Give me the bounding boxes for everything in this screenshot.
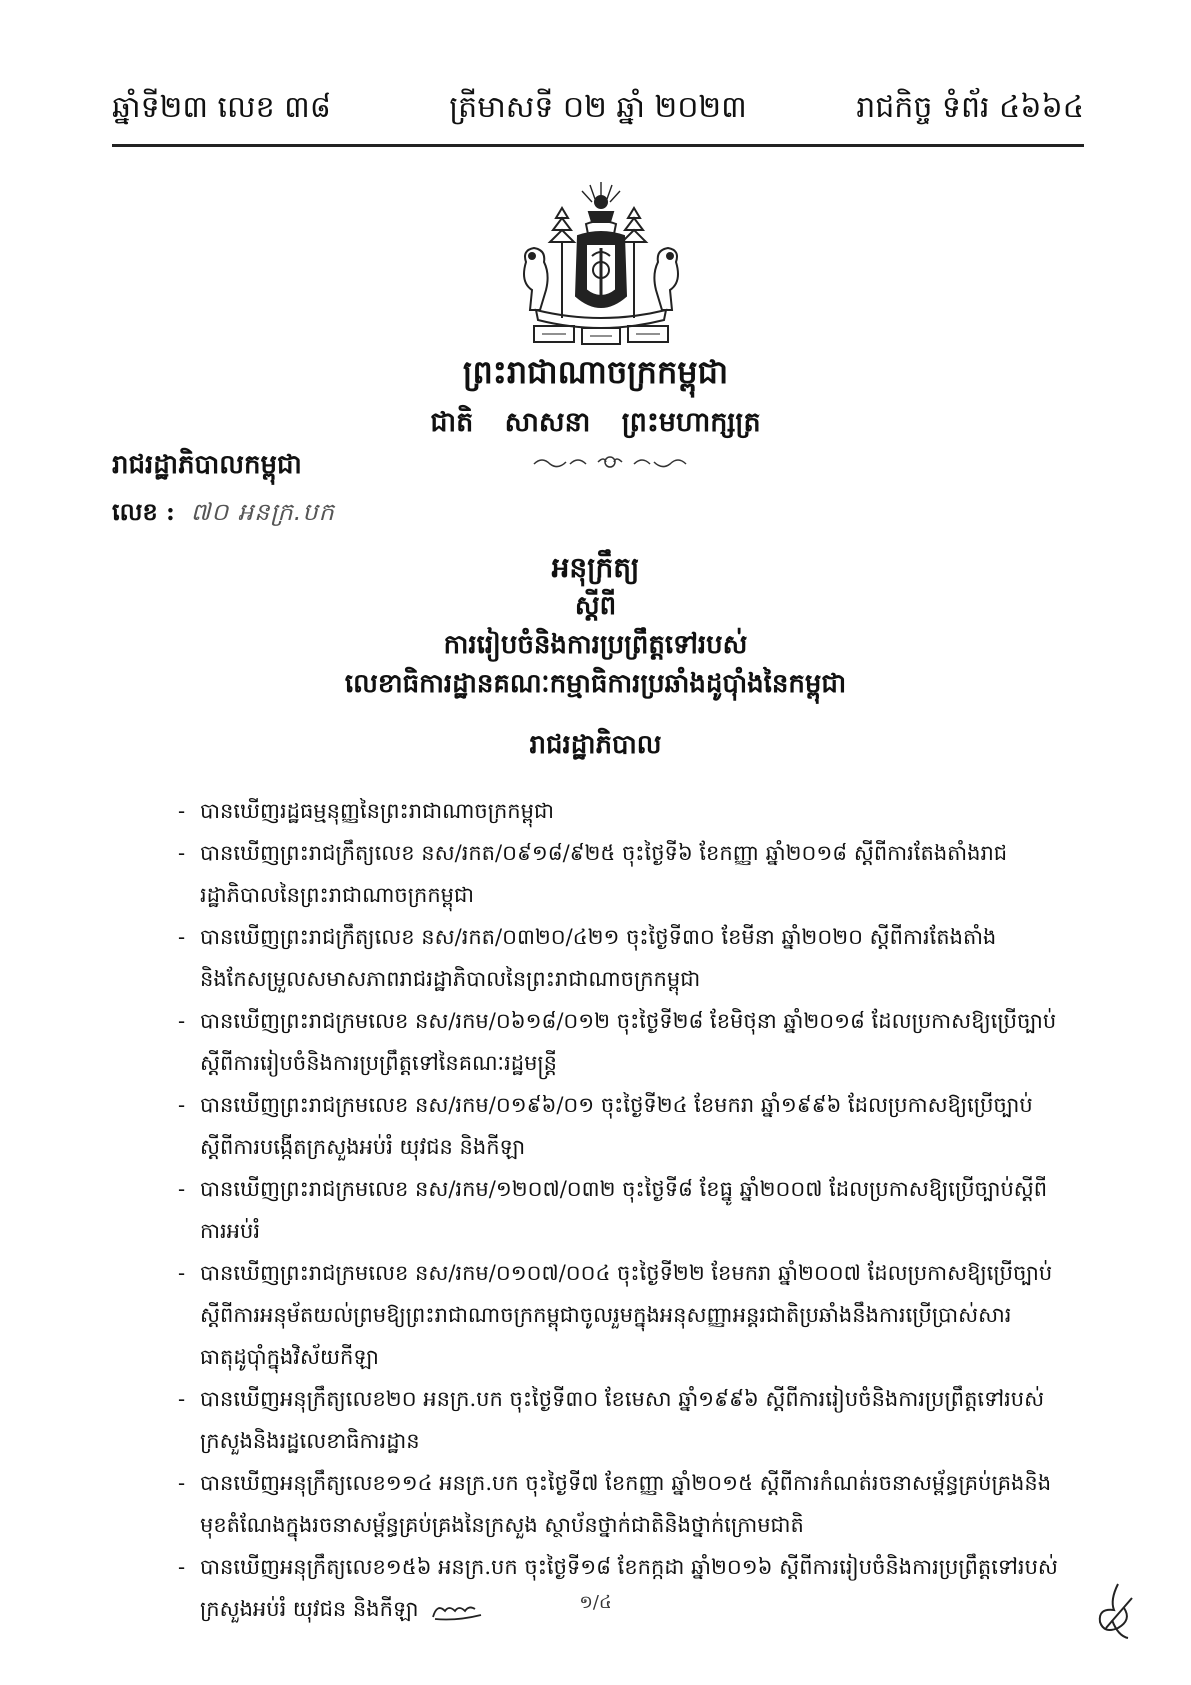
header-quarter: ត្រីមាសទី ០២ ឆ្នាំ ២០២៣ bbox=[449, 90, 747, 125]
list-item-text: បានឃើញព្រះរាជក្រឹត្យលេខ នស/រកត/០៣២០/៤២១ ចុះថ្ងៃទី៣០ ខែមីនា ឆ្នាំ២០២០ ស្តីពីការតែងតាំងនិងកែសម្រួលសមាសភាពរាជរដ្ឋាភិបាលនៃព្រះរាជាណាចក្រកម្ពុជា bbox=[200, 925, 997, 991]
list-dash: - bbox=[178, 1471, 186, 1495]
list-item bbox=[178, 1084, 1058, 1168]
page-number: ១/៤ bbox=[579, 1592, 612, 1613]
list-item-text-content: បានឃើញអនុក្រឹត្យលេខ១៥៦ អនក្រ.បក ចុះថ្ងៃទី១៨ ខែកក្កដា ឆ្នាំ២០១៦ ស្តីពីការរៀបចំនិងការប្រព្រឹត្តទៅរបស់ក្រសួងអប់រំ យុវជន និងកីឡា bbox=[200, 1555, 1058, 1621]
royal-arms-emblem bbox=[506, 178, 696, 350]
list-dash: - bbox=[178, 925, 186, 949]
title-subject-2: លេខាធិការដ្ឋានគណៈកម្មាធិការប្រឆាំងដូប៉ាំងនៃកម្ពុជា bbox=[344, 669, 847, 699]
document-number-value: ៧០ អនក្រ.បក bbox=[190, 498, 335, 526]
list-item-text: បានឃើញអនុក្រឹត្យលេខ២០ អនក្រ.បក ចុះថ្ងៃទី៣០ ខែមេសា ឆ្នាំ១៩៩៦ ស្តីពីការរៀបចំនិងការប្រព្រឹត្តទៅរបស់ក្រសួងនិងរដ្ឋលេខាធិការដ្ឋាន bbox=[200, 1387, 1045, 1453]
running-header bbox=[112, 78, 1084, 134]
list-item bbox=[178, 916, 1058, 1000]
list-item-text bbox=[200, 1546, 1058, 1630]
government-heading: រាជរដ្ឋាភិបាល bbox=[529, 730, 662, 760]
list-dash: - bbox=[178, 1177, 186, 1201]
list-dash: - bbox=[178, 1555, 186, 1579]
document-number bbox=[112, 497, 335, 532]
list-item-text: បានឃើញព្រះរាជក្រមលេខ នស/រកម/០១៩៦/០១ ចុះថ្ងៃទី២៤ ខែមករា ឆ្នាំ១៩៩៦ ដែលប្រកាសឱ្យប្រើច្បាប់ស្តីពីការបង្កើតក្រសួងអប់រំ យុវជន និងកីឡា bbox=[200, 1093, 1033, 1159]
header-issue-number: ឆ្នាំទី២៣ លេខ ៣៨ bbox=[112, 90, 332, 125]
list-dash: - bbox=[178, 1009, 186, 1033]
list-item bbox=[178, 790, 1058, 832]
corner-signature bbox=[1088, 1580, 1138, 1642]
title-on: ស្តីពី bbox=[574, 591, 617, 621]
motto-king: ព្រះមហាក្សត្រ bbox=[621, 407, 761, 438]
list-item-text: បានឃើញព្រះរាជក្រមលេខ នស/រកម/០៦១៨/០១២ ចុះថ្ងៃទី២៨ ខែមិថុនា ឆ្នាំ២០១៨ ដែលប្រកាសឱ្យប្រើច្បាប់ស្តីពីការរៀបចំនិងការប្រព្រឹត្តទៅនៃគណៈរដ្ឋមន្ត្រី bbox=[200, 1009, 1057, 1075]
header-rule bbox=[112, 144, 1084, 147]
list-dash: - bbox=[178, 1387, 186, 1411]
kingdom-name: ព្រះរាជាណាចក្រកម្ពុជា bbox=[462, 353, 729, 391]
list-item-text: បានឃើញអនុក្រឹត្យលេខ១១៤ អនក្រ.បក ចុះថ្ងៃទី៧ ខែកញ្ញា ឆ្នាំ២០១៥ ស្តីពីការកំណត់រចនាសម្ព័ន្ធគ្រប់គ្រងនិងមុខតំណែងក្នុងរចនាសម្ព័ន្ធគ្រប់គ្រងនៃក្រសួង ស្ថាប័នថ្នាក់ជាតិនិងថ្នាក់ក្រោមជាតិ bbox=[200, 1471, 1052, 1537]
title-type: អនុក្រឹត្យ bbox=[551, 551, 640, 584]
legal-references-list bbox=[178, 790, 1058, 1630]
national-motto bbox=[0, 406, 1191, 445]
list-dash: - bbox=[178, 799, 186, 823]
list-dash: - bbox=[178, 1093, 186, 1117]
list-item bbox=[178, 1546, 1058, 1630]
list-item bbox=[178, 1000, 1058, 1084]
list-dash: - bbox=[178, 1261, 186, 1285]
list-item-text: បានឃើញព្រះរាជក្រឹត្យលេខ នស/រកត/០៩១៨/៩២៥ ចុះថ្ងៃទី៦ ខែកញ្ញា ឆ្នាំ២០១៨ ស្តីពីការតែងតាំងរាជរដ្ឋាភិបាលនៃព្រះរាជាណាចក្រកម្ពុជា bbox=[200, 841, 1008, 907]
list-item-text: បានឃើញព្រះរាជក្រមលេខ នស/រកម/១២០៧/០៣២ ចុះថ្ងៃទី៨ ខែធ្នូ ឆ្នាំ២០០៧ ដែលប្រកាសឱ្យប្រើច្បាប់ស្តីពីការអប់រំ bbox=[200, 1177, 1048, 1243]
title-subject-1: ការរៀបចំនិងការប្រព្រឹត្តទៅរបស់ bbox=[443, 630, 748, 660]
list-item bbox=[178, 1462, 1058, 1546]
motto-nation: ជាតិ bbox=[430, 407, 474, 438]
list-dash: - bbox=[178, 841, 186, 865]
list-item bbox=[178, 1168, 1058, 1252]
list-item-text: បានឃើញព្រះរាជក្រមលេខ នស/រកម/០១០៧/០០៤ ចុះថ្ងៃទី២២ ខែមករា ឆ្នាំ២០០៧ ដែលប្រកាសឱ្យប្រើច្បាប់ស្តីពីការអនុម័តយល់ព្រមឱ្យព្រះរាជាណាចក្រកម្ពុជាចូលរួមក្នុងអនុសញ្ញាអន្តរជាតិប្រឆាំងនឹងការប្រើប្រាស់សារធាតុដូប៉ាំក្នុងវិស័យកីឡា bbox=[200, 1261, 1053, 1369]
issuing-authority: រាជរដ្ឋាភិបាលកម្ពុជា bbox=[112, 450, 302, 480]
list-item bbox=[178, 1378, 1058, 1462]
list-item bbox=[178, 1252, 1058, 1378]
decorative-divider bbox=[530, 452, 690, 472]
document-number-label: លេខ : bbox=[112, 497, 175, 526]
list-item bbox=[178, 832, 1058, 916]
sub-decree-title bbox=[0, 548, 1191, 704]
motto-religion: សាសនា bbox=[504, 407, 591, 438]
header-page-ref: រាជកិច្ច ទំព័រ ៤៦៦៤ bbox=[856, 90, 1084, 125]
list-item-text: បានឃើញរដ្ឋធម្មនុញ្ញនៃព្រះរាជាណាចក្រកម្ពុជា bbox=[200, 799, 554, 823]
